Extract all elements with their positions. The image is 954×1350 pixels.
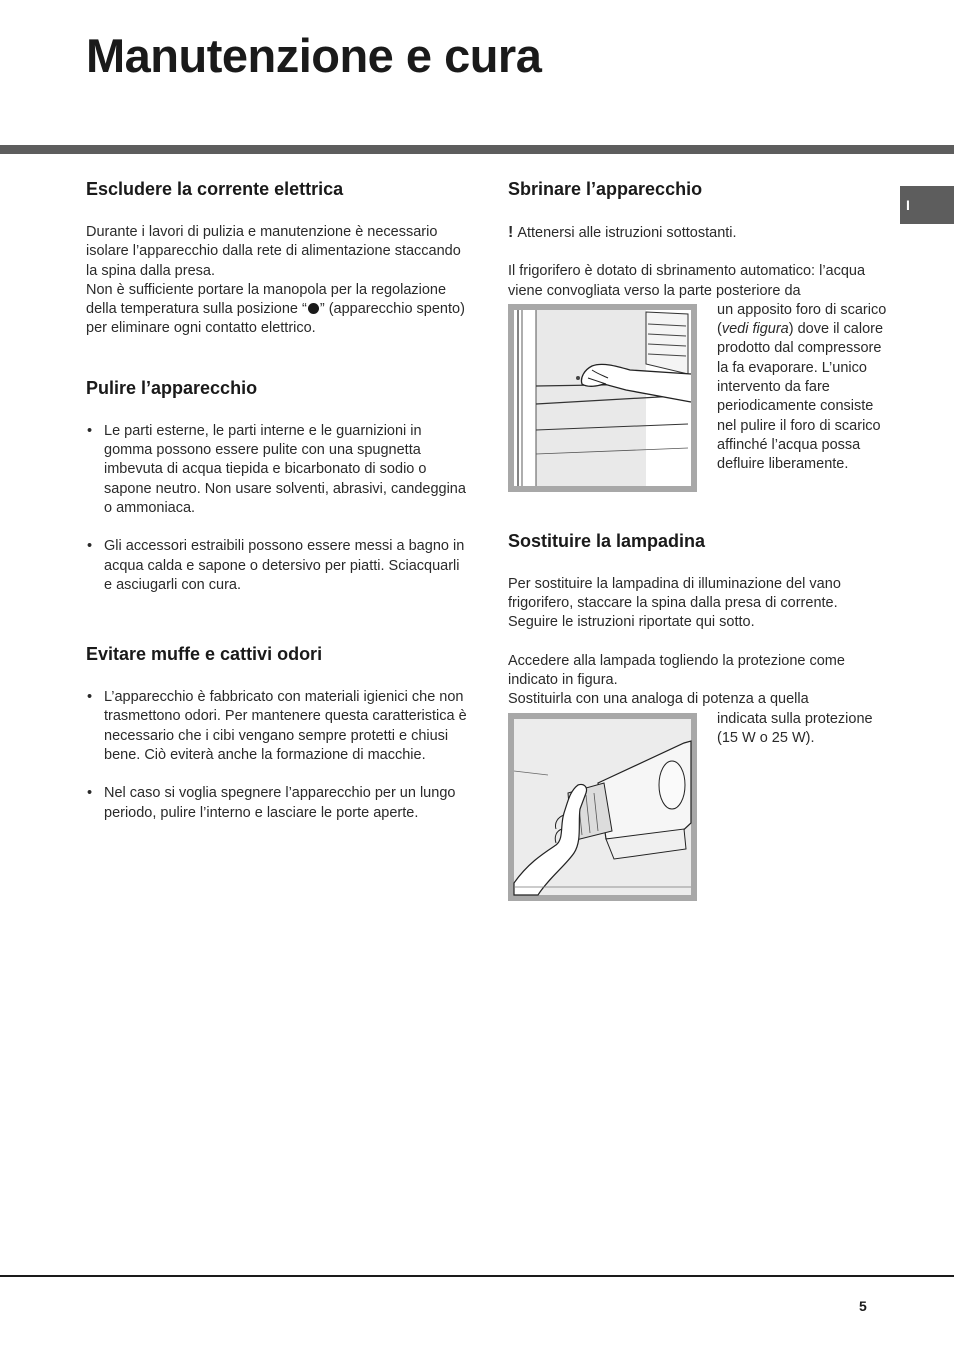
section-mold-odors: [86, 641, 468, 823]
header-rule: [0, 145, 954, 154]
paragraph-text: ” (apparecchio spento) per eliminare ogni contatto elettrico.: [86, 301, 465, 337]
paragraph: Sostituirla con una analoga di potenza a quella: [508, 691, 809, 708]
page-number: 5: [859, 1298, 867, 1314]
figure-reference: vedi figura: [721, 321, 789, 338]
list-item: • Le parti esterne, le parti interne e le guarnizioni in gomma possono essere pulite con una spugnetta imbevuta di acqua tiepida e bicarbonato di sodio o sapone neutro. Non usare solventi, abrasivi, candeggina o ammoniaca.: [86, 422, 468, 518]
section-heading: Sbrinare l’apparecchio: [508, 179, 703, 199]
section-power-off: [86, 176, 468, 339]
section-heading: Evitare muffe e cattivi odori: [86, 644, 323, 665]
paragraph: Per sostituire la lampadina di illuminazione del vano frigorifero, staccare la spina dalla presa di corrente. Seguire le istruzioni riportate qui sotto.: [508, 575, 841, 631]
paragraph-text: un apposito foro di scarico (: [717, 301, 887, 338]
paragraph-text: ) dove il calore prodotto dal compressore la fa evaporare. L’unico intervento da fare periodicamente consiste nel pulire il foro di scarico affinché l’acqua possa defluire liberamente.: [717, 321, 884, 473]
paragraph-text: Non è sufficiente portare la manopola per la regolazione della temperatura sulla posizione “: [86, 281, 447, 318]
warning-icon: !: [508, 224, 514, 241]
defrost-drain-figure: [508, 304, 697, 492]
paragraph: [86, 281, 468, 339]
right-column: [508, 176, 890, 905]
paragraph: Durante i lavori di pulizia e manutenzione è necessario isolare l’apparecchio dalla rete di alimentazione staccando la spina dalla presa.: [86, 224, 461, 279]
paragraph: Accedere alla lampada togliendo la protezione come indicato in figura.: [508, 652, 845, 689]
bulb-illustration: [508, 713, 697, 901]
bullet-list: [86, 688, 468, 823]
page-title: Manutenzione e cura: [86, 29, 542, 82]
paragraph: indicata sulla protezione (15 W o 25 W).: [717, 710, 873, 746]
section-defrost: [508, 176, 890, 475]
warning-note: [508, 223, 890, 243]
section-heading: Sostituire la lampadina: [508, 530, 706, 551]
list-item: • Nel caso si voglia spegnere l’apparecchio per un lungo periodo, pulire l’interno e lasciare le porte aperte.: [86, 784, 468, 823]
list-item: • Gli accessori estraibili possono essere messi a bagno in acqua calda e sapone o detersivo per piatti. Sciacquarli e asciugarli con cura.: [86, 537, 468, 595]
list-item: • L’apparecchio è fabbricato con materiali igienici che non trasmettono odori. Per mantenere questa caratteristica è necessario che i cibi vengano sempre protetti e chiusi bene. Ciò eviterà anche la formazione di macchie.: [86, 688, 468, 765]
language-tab: I: [900, 186, 954, 224]
bullet-list: [86, 422, 468, 595]
bulb-cover-figure: [508, 713, 697, 901]
footer-rule: [0, 1275, 954, 1277]
defrost-illustration: [508, 304, 697, 492]
off-position-dot-icon: [308, 303, 319, 314]
section-replace-bulb: [508, 528, 890, 748]
left-column: [86, 176, 468, 823]
warning-text: Attenersi alle istruzioni sottostanti.: [517, 225, 737, 241]
section-heading: Pulire l’apparecchio: [86, 377, 258, 398]
section-heading: Escludere la corrente elettrica: [86, 179, 344, 199]
section-cleaning: [86, 375, 468, 595]
paragraph: Il frigorifero è dotato di sbrinamento automatico: l’acqua viene convogliata verso la parte posteriore da: [508, 263, 866, 299]
